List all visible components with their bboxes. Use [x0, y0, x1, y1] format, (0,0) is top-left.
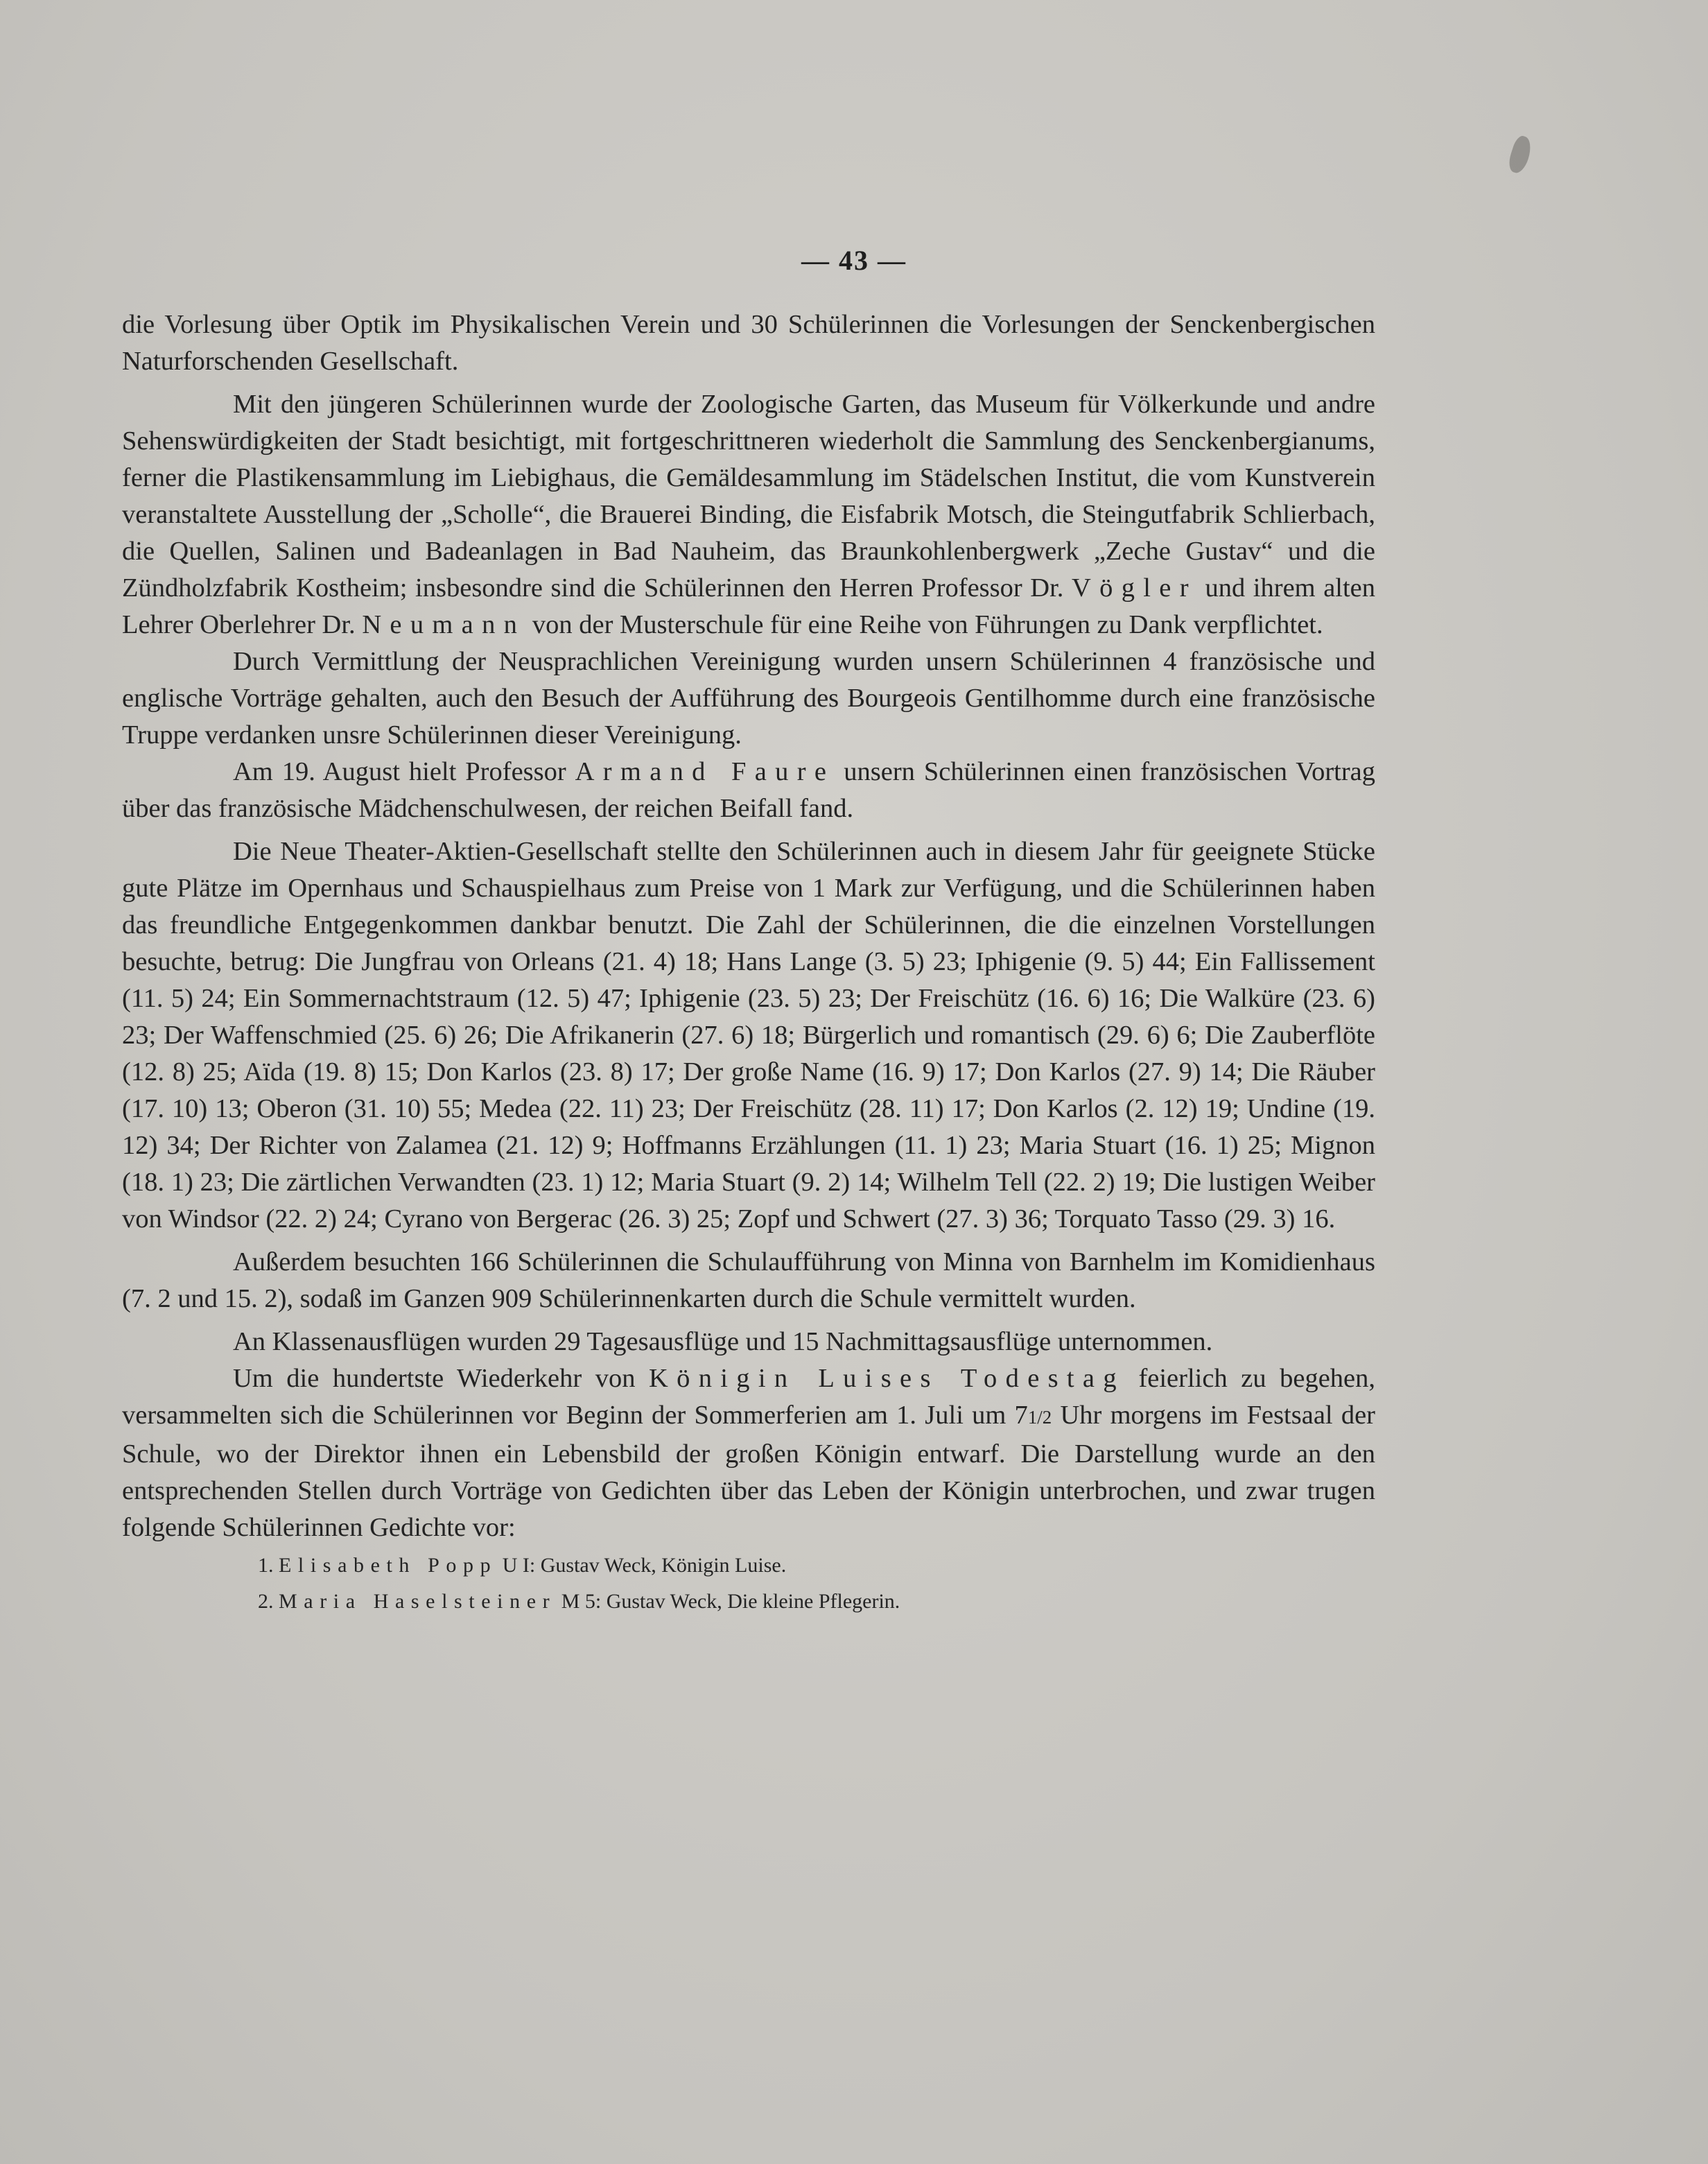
class-label: M 5:	[561, 1590, 602, 1613]
paragraph-school-performance: Außerdem besuchten 166 Schülerinnen die Schulaufführung von Minna von Barnhelm im Komidienhaus (7. 2 und 15. 2), sodaß im Ganzen 909 Schülerinnenkarten durch die Schule vermittelt wurden.	[122, 1247, 1375, 1313]
paragraph-text: und ihrem alten Lehrer Oberlehrer Dr.	[122, 573, 1376, 639]
poem-title: Gustav Weck, Königin Luise.	[540, 1554, 787, 1577]
paragraph-lectures-continued: die Vorlesung über Optik im Physikalischen Verein und 30 Schülerinnen die Vorlesungen der Senckenbergischen Naturforschenden Gesellschaft.	[122, 310, 1375, 376]
paragraph-theater-visits: Die Neue Theater-Aktien-Gesellschaft stellte den Schülerinnen auch in diesem Jahr für geeignete Stücke gute Plätze im Opernhaus und Schauspielhaus zum Preise von 1 Mark zur Verfügung, und die Schülerinnen haben das freundliche Entgegenkommen dankbar benutzt. Die Zahl der Schülerinnen, die die einzelnen Vorstellungen besuchte, betrug: Die Jungfrau von Orleans (21. 4) 18; Hans Lange (3. 5) 23; Iphigenie (9. 5) 44; Ein Fallissement (11. 5) 24; Ein Sommernachtstraum (12. 5) 47; Iphigenie (23. 5) 23; Der Freischütz (16. 6) 16; Die Walküre (23. 6) 23; Der Waffenschmied (25. 6) 26; Die Afrikanerin (27. 6) 18; Bürgerlich und romantisch (29. 6) 6; Die Zauberflöte (12. 8) 25; Aïda (19. 8) 15; Don Karlos (23. 8) 17; Der große Name (16. 9) 17; Don Karlos (27. 9) 14; Die Räuber (17. 10) 13; Oberon (31. 10) 55; Medea (22. 11) 23; Der Freischütz (28. 11) 17; Don Karlos (2. 12) 19; Undine (19. 12) 34; Der Richter von Zalamea (21. 12) 9; Hoffmanns Erzählungen (11. 1) 23; Maria Stuart (16. 1) 25; Mignon (18. 1) 23; Die zärtlichen Verwandten (23. 1) 12; Maria Stuart (9. 2) 14; Wilhelm Tell (22. 2) 19; Die lustigen Weiber von Windsor (22. 2) 24; Cyrano von Bergerac (26. 3) 25; Zopf und Schwert (27. 3) 36; Torquato Tasso (29. 3) 16.	[122, 837, 1375, 1234]
ink-smudge	[1506, 134, 1534, 175]
list-number: 1.	[258, 1554, 274, 1577]
paragraph-text: Um die hundertste Wiederkehr von	[233, 1364, 636, 1393]
paragraph-neusprachliche-vereinigung: Durch Vermittlung der Neusprachlichen Vereinigung wurden unsern Schülerinnen 4 französische und englische Vorträge gehalten, auch den Besuch der Aufführung des Bourgeois Gentilhomme durch eine französische Truppe verdanken unsre Schülerinnen dieser Vereinigung.	[122, 647, 1375, 750]
person-name-faure: Armand Faure	[575, 757, 835, 786]
body-text	[122, 306, 1375, 1620]
paragraph-text: Mit den jüngeren Schülerinnen wurde der Zoologische Garten, das Museum für Völkerkunde und andre Sehenswürdigkeiten der Stadt besichtigt, mit fortgeschrittneren wiederholt die Sammlung des Senckenbergianums, ferner die Plastikensammlung im Liebighaus, die Gemäldesammlung im Städelschen Institut, die vom Kunstverein veranstaltete Ausstellung der „Scholle“, die Brauerei Binding, die Eisfabrik Motsch, die Steingutfabrik Schlierbach, die Quellen, Salinen und Badeanlagen in Bad Nauheim, das Braunkohlenbergwerk „Zeche Gustav“ und die Zündholzfabrik Kostheim; insbesondre sind die Schülerinnen den Herren Professor Dr.	[122, 390, 1375, 603]
poem-title: Gustav Weck, Die kleine Pflegerin.	[606, 1590, 900, 1613]
student-name: Elisabeth Popp	[279, 1554, 498, 1577]
paragraph-text: Uhr morgens im Festsaal der Schule, wo der Direktor ihnen ein Lebensbild der großen Königin entwarf. Die Darstellung wurde an den entsprechenden Stellen durch Vorträge von Gedichten über das Leben der Königin unterbrochen, und zwar trugen folgende Schülerinnen Gedichte vor:	[122, 1401, 1375, 1542]
paragraph-text: Am 19. August hielt Professor	[233, 757, 566, 786]
page-number: — 43 —	[801, 245, 907, 276]
student-name: Maria Haselsteiner	[279, 1590, 557, 1613]
paragraph-text: von der Musterschule für eine Reihe von Führungen zu Dank verpflichtet.	[532, 610, 1323, 639]
list-item	[122, 1548, 1375, 1584]
class-label: U I:	[502, 1554, 536, 1577]
paragraph-class-trips: An Klassenausflügen wurden 29 Tagesausflüge und 15 Nachmittagsausflüge unternommen.	[233, 1327, 1213, 1356]
paragraph-queen-luise-commemoration	[122, 1360, 1375, 1546]
paragraph-text: feierlich zu begehen, versammelten sich die Schülerinnen vor Beginn der Sommerferien am 1. Juli um 7	[122, 1364, 1375, 1430]
event-name-luise: Königin Luises Todestag	[649, 1364, 1125, 1393]
recitation-list	[122, 1548, 1375, 1620]
paragraph-excursions	[122, 386, 1375, 643]
paragraph-faure-lecture	[122, 754, 1375, 827]
person-name-neumann: Neumann	[362, 610, 526, 639]
paragraph-text: unsern Schülerinnen einen französischen Vortrag über das französische Mädchenschulwesen, der reichen Beifall fand.	[122, 757, 1375, 823]
person-name-voegler: Vögler	[1072, 573, 1197, 603]
list-item	[122, 1584, 1375, 1620]
list-number: 2.	[258, 1590, 274, 1613]
fraction-half: 1/2	[1027, 1407, 1052, 1428]
